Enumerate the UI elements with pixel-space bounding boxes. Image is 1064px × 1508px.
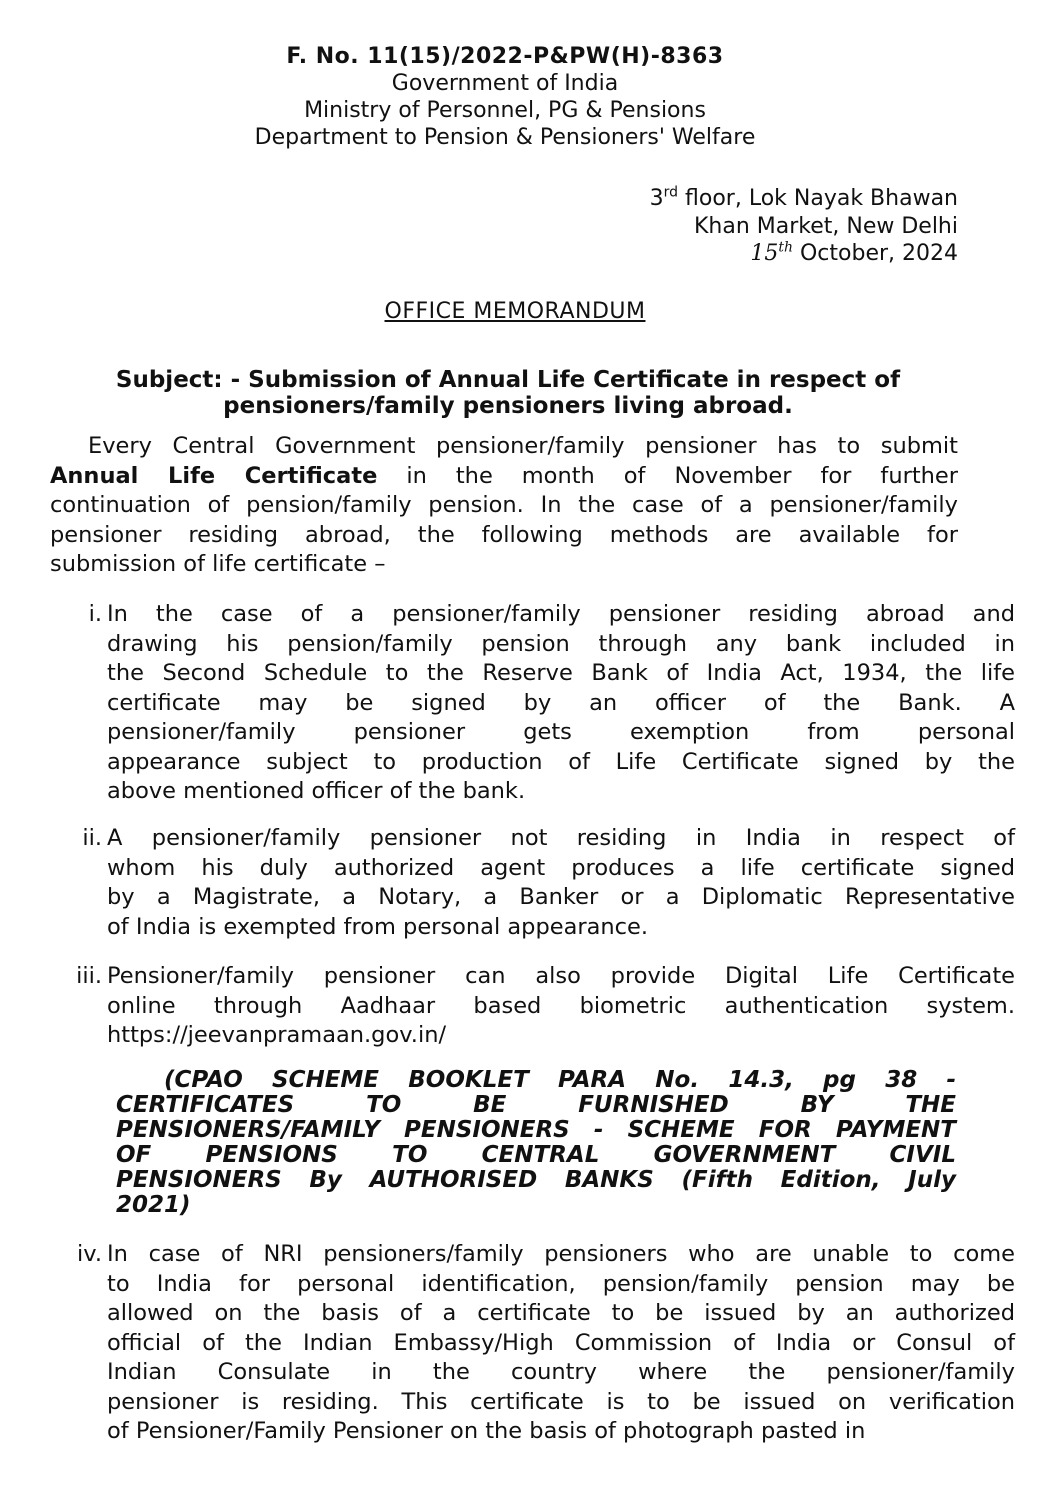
subject-line-1: Subject: - Submission of Annual Life Certificate in respect of [115, 367, 901, 393]
list-item-line: pensioner is residing. This certificate is to be issued on verification [107, 1388, 1015, 1415]
list-item-line: by a Magistrate, a Notary, a Banker or a Diplomatic Representative [107, 884, 1015, 910]
memo-title: OFFICE MEMORANDUM [384, 299, 646, 324]
list-item-number: i. [88, 601, 102, 627]
reference-line: (CPAO SCHEME BOOKLET PARA No. 14.3, pg 38 - [164, 1067, 956, 1093]
list-item [50, 1240, 1015, 1447]
subject-line-2: pensioners/family pensioners living abroad. [223, 393, 793, 419]
list-item [50, 824, 1015, 942]
bold-phrase: Annual Life Certificate [50, 462, 378, 489]
list-item-line: above mentioned officer of the bank. [107, 778, 526, 804]
list-item-line: to India for personal identification, pension/family pension may be [107, 1270, 1015, 1297]
reference-line: CERTIFICATES TO BE FURNISHED BY THE [116, 1092, 956, 1118]
list-item-line: In case of NRI pensioners/family pensioners who are unable to come [107, 1241, 1015, 1267]
list-item-line: online through Aadhaar based biometric authentication system. [107, 992, 1015, 1019]
list-item-number: iv. [77, 1241, 102, 1267]
intro-paragraph [50, 432, 958, 580]
jeevan-pramaan-link[interactable]: https://jeevanpramaan.gov.in/ [107, 1022, 447, 1048]
list-item-line: Indian Consulate in the country where the pensioner/family [107, 1359, 1015, 1385]
memo-date: 15th October, 2024 [750, 239, 958, 266]
address-block [650, 185, 958, 268]
list-item-line: the Second Schedule to the Reserve Bank of India Act, 1934, the life [107, 660, 1015, 686]
intro-line: Annual Life Certificate in the month of November for further [50, 462, 959, 489]
address-floor: 3rd floor, Lok Nayak Bhawan [649, 184, 958, 211]
list-item-line: official of the Indian Embassy/High Commission of India or Consul of [107, 1329, 1015, 1356]
intro-line: Every Central Government pensioner/family pensioner has to submit [88, 433, 958, 459]
government-name: Government of India [391, 71, 619, 96]
reference-line: PENSIONERS By AUTHORISED BANKS (Fifth Edition, July [116, 1167, 956, 1193]
list-item-line: In the case of a pensioner/family pensioner residing abroad and [107, 601, 1015, 627]
reference-line: OF PENSIONS TO CENTRAL GOVERNMENT CIVIL [116, 1142, 956, 1168]
list-item-line: of India is exempted from personal appearance. [107, 913, 649, 940]
reference-line: PENSIONERS/FAMILY PENSIONERS - SCHEME FOR PAYMENT [116, 1117, 956, 1143]
reference-line: 2021) [116, 1192, 191, 1218]
list-item-line: of Pensioner/Family Pensioner on the basis of photograph pasted in [107, 1418, 866, 1444]
ministry-name: Ministry of Personnel, PG & Pensions [304, 98, 706, 123]
list-item-line: pensioner/family pensioner gets exemption from personal [107, 719, 1015, 745]
cpao-reference [116, 1068, 956, 1218]
intro-line: pensioner residing abroad, the following methods are available for [50, 521, 958, 548]
list-item-number: iii. [76, 963, 102, 989]
list-item-line: allowed on the basis of a certificate to be issued by an authorized [107, 1300, 1015, 1326]
subject-block [78, 367, 938, 419]
list-item [50, 600, 1015, 807]
list-item-line: whom his duly authorized agent produces a life certificate signed [107, 854, 1015, 881]
list-item-line: certificate may be signed by an officer of the Bank. A [107, 689, 1015, 716]
file-number: F. No. 11(15)/2022-P&PW(H)-8363 [286, 44, 724, 69]
list-item-line: drawing his pension/family pension through any bank included in [107, 630, 1015, 657]
intro-line: continuation of pension/family pension. In the case of a pensioner/family [50, 492, 958, 518]
address-market: Khan Market, New Delhi [693, 213, 958, 239]
list-item-line: A pensioner/family pensioner not residing in India in respect of [107, 825, 1015, 851]
list-item-line: Pensioner/family pensioner can also provide Digital Life Certificate [107, 963, 1015, 989]
document-header [0, 43, 1010, 151]
department-name: Department to Pension & Pensioners' Welfare [254, 125, 756, 150]
list-item-line: appearance subject to production of Life Certificate signed by the [107, 748, 1015, 775]
list-item-number: ii. [82, 825, 102, 851]
list-item [50, 962, 1015, 1051]
intro-line: submission of life certificate – [50, 551, 386, 577]
